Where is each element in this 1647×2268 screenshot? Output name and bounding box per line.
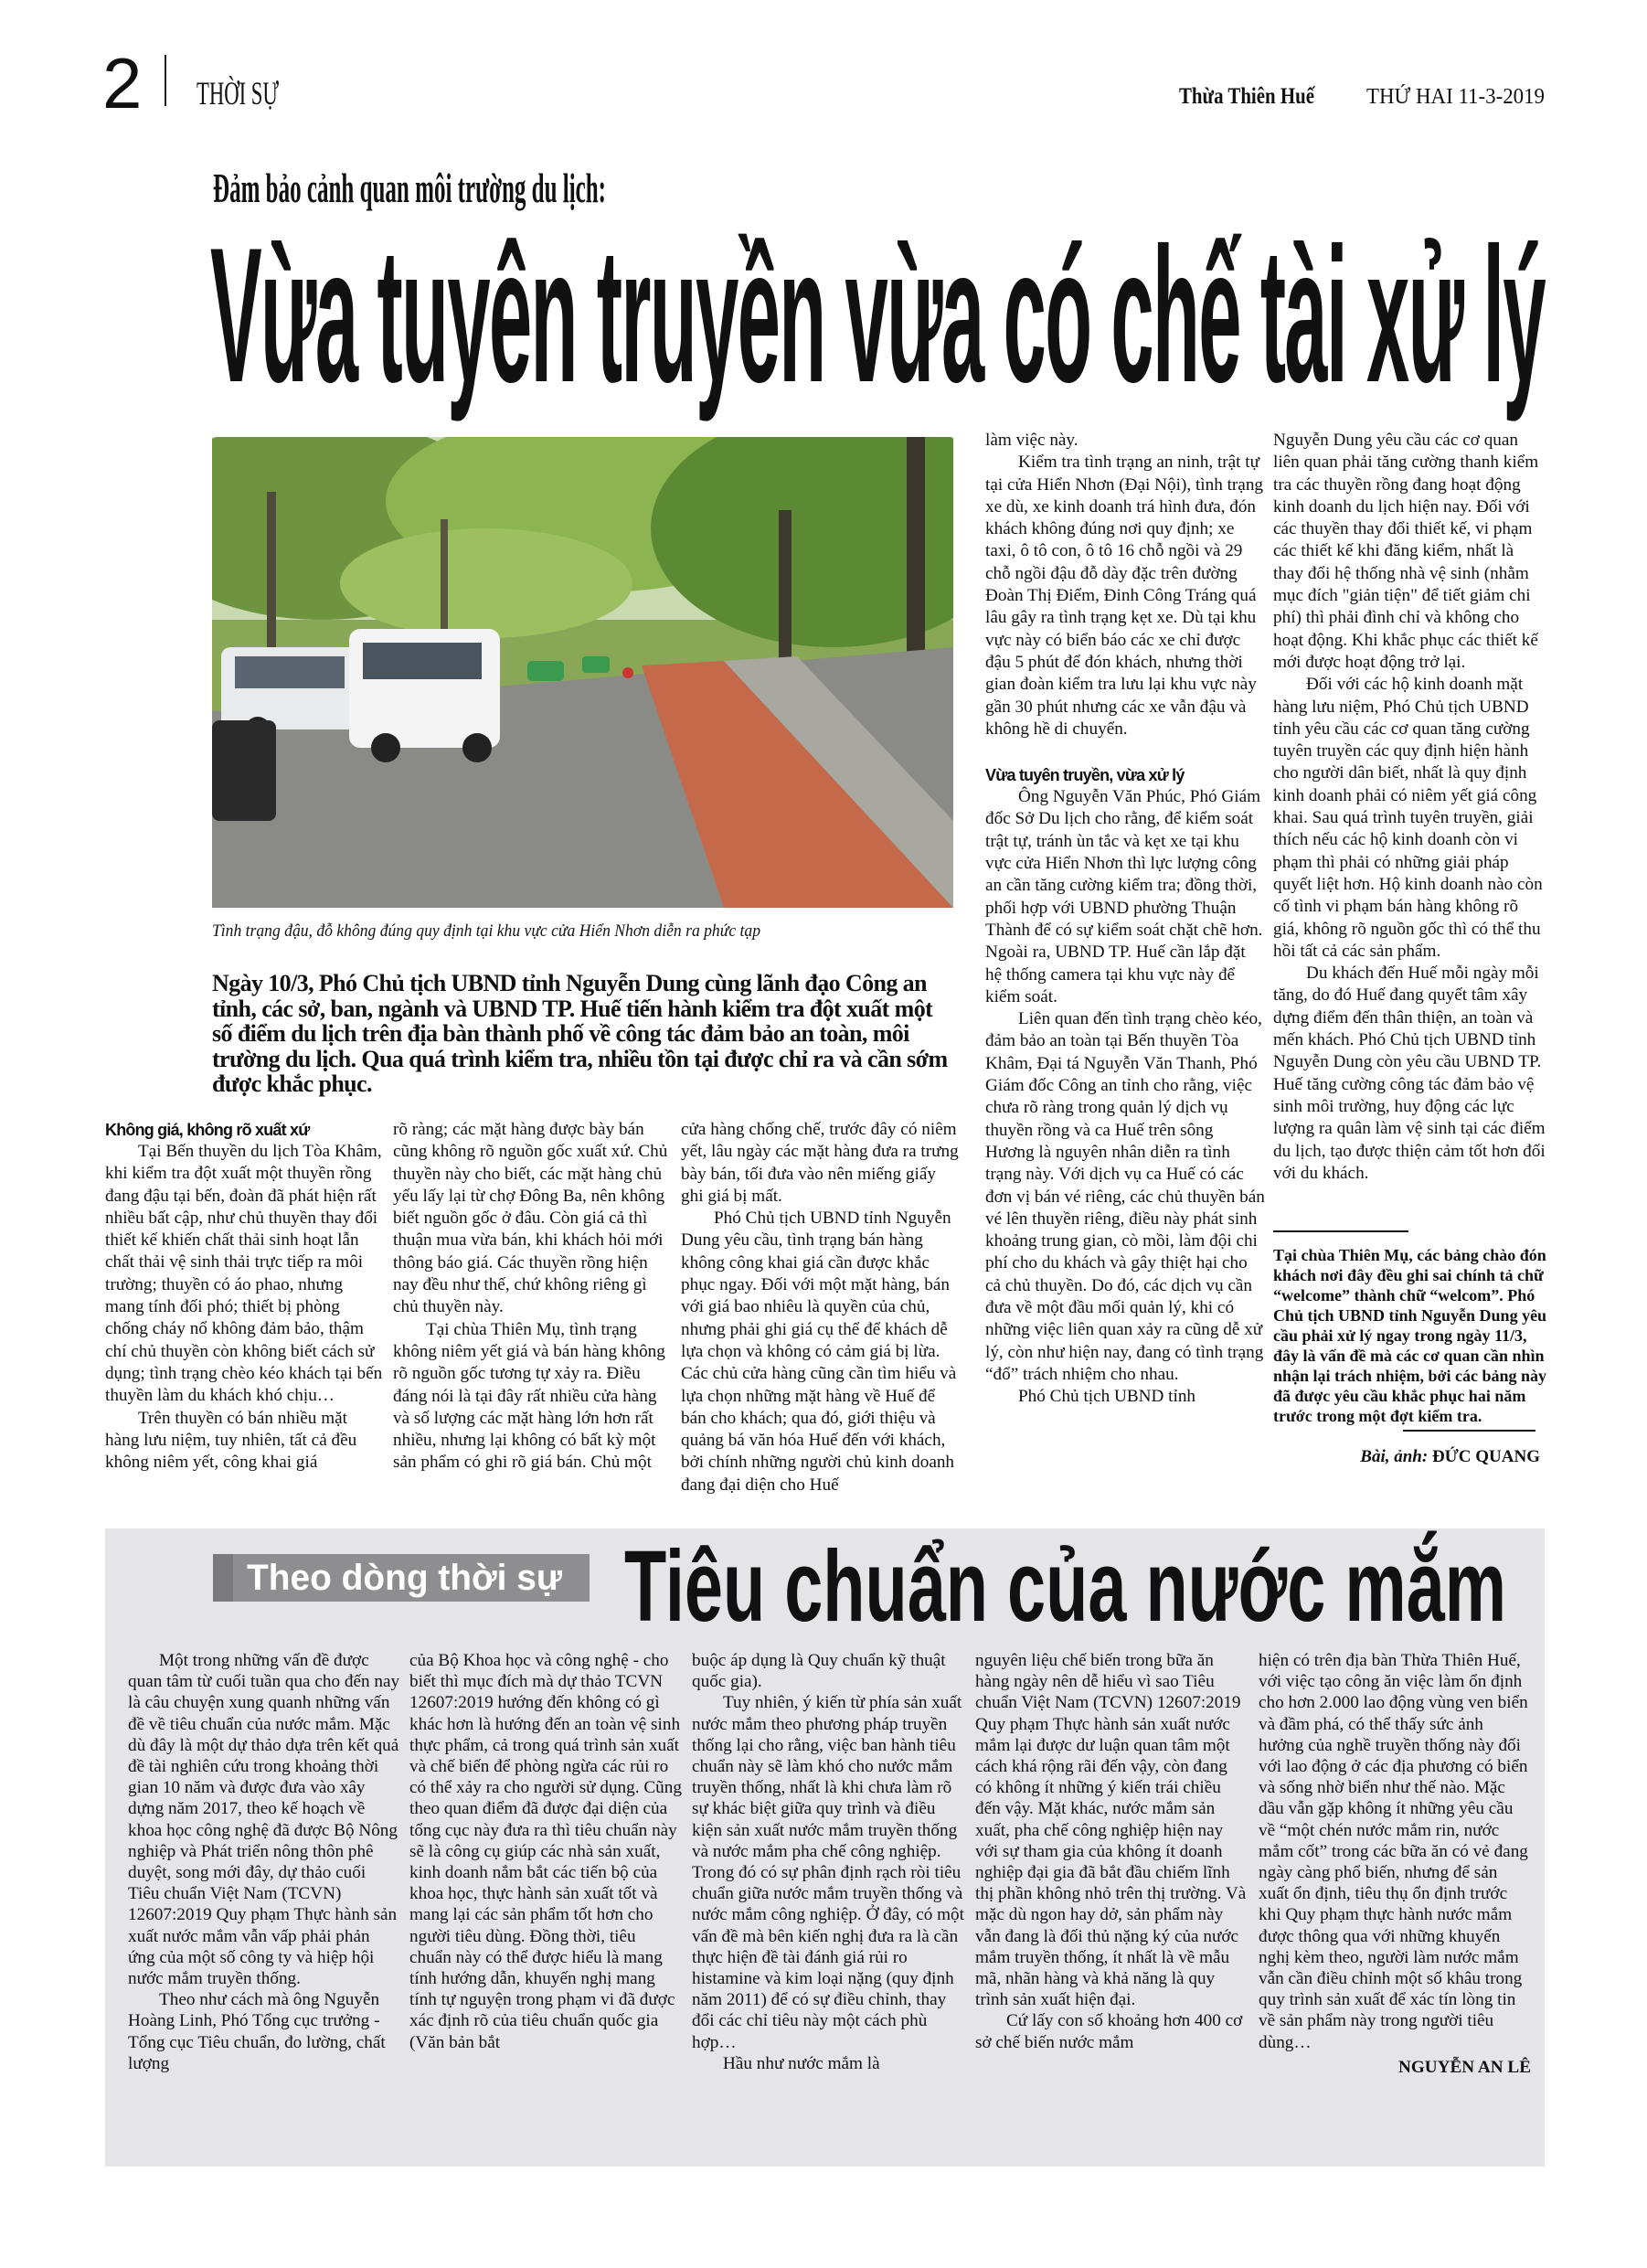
- paragraph: Du khách đến Huế mỗi ngày mỗi tăng, do đó Huế đang quyết tâm xây dựng điểm đến thân thiện, an toàn và mến khách. Phó Chủ tịch UBND tỉnh Nguyễn Dung còn yêu cầu UBND TP. Huế tăng cường công tác đảm bảo vệ sinh môi trường, huy động các lực lượng ra quân làm vệ sinh tại các điểm du lịch, tạo được thiện cảm tốt hơn đối với du khách.: [1273, 964, 1546, 1183]
- article2-author: NGUYỄN AN LÊ: [1398, 2057, 1531, 2077]
- paragraph: nguyên liệu chế biến trong bữa ăn hàng ngày nên dễ hiểu vì sao Tiêu chuẩn Việt Nam (TCVN) 12607:2019 Quy phạm Thực hành sản xuất nước mắm lại được dư luận quan tâm một cách khá rộng rãi đến vậy, còn đang có không ít những ý kiến trái chiều đến vậy. Mặt khác, nước mắm sản xuất, pha chế công nghiệp hiện nay với sự tham gia của không ít doanh nghiệp đại gia đã bắt đầu chiếm lĩnh thị phần không nhỏ trên thị trường. Và mặc dù ngon hay dở, sản phẩm này vẫn đang là đối thủ nặng ký của nước mắm truyền thống, ít nhất là về mẫu mã, nhãn hàng và khả năng là quy trình sản xuất hiện đại.: [975, 1651, 1247, 2010]
- byline-prefix: Bài, ảnh:: [1360, 1447, 1429, 1466]
- article2-headline: Tiêu chuẩn của nước mắm: [624, 1530, 1506, 1643]
- article2-column-2: [409, 1650, 682, 2053]
- paragraph: của Bộ Khoa học và công nghệ - cho biết thì mục đích mà dự thảo TCVN 12607:2019 hướng đến không có gì khác hơn là hướng đến an toàn vệ sinh thực phẩm, cả trong quá trình sản xuất và chế biến để phòng ngừa các rủi ro có thể xảy ra cho người sử dụng. Cũng theo quan điểm đã được đại diện của tổng cục này đưa ra thì tiêu chuẩn này sẽ là công cụ giúp các nhà sản xuất, kinh doanh nắm bắt các tiến bộ của khoa học, thực hành sản xuất tốt và mang lại các sản phẩm tốt hơn cho người tiêu dùng. Đồng thời, tiêu chuẩn này có thể được hiểu là mang tính hướng dẫn, khuyến nghị mang tính tự nguyện trong phạm vi đã được xác định rõ của tiêu chuẩn quốc gia (Văn bản bắt: [409, 1651, 682, 2052]
- article2-column-3: [692, 1650, 964, 2074]
- page-number: 2: [102, 43, 143, 123]
- paragraph: Phó Chủ tịch UBND tỉnh Nguyễn Dung yêu cầu, tình trạng bán hàng không công khai giá cần được khắc phục ngay. Đối với một mặt hàng, bán với giá bao nhiêu là quyền của chủ, nhưng phải ghi giá cụ thể để khách dễ lựa chọn và không có cảm giá bị lừa. Các chủ cửa hàng cũng cần tìm hiểu và lựa chọn những mặt hàng về Huế để bán cho khách; qua đó, giới thiệu và quảng bá văn hóa Huế đến với khách, bởi chính những người chủ kinh doanh đang đại diện cho Huế: [681, 1209, 957, 1495]
- article-column-2: [393, 1119, 673, 1475]
- article2-column-4: [975, 1650, 1248, 2053]
- section-label: Theo dòng thời sự: [247, 1558, 562, 1598]
- paragraph: Ông Nguyễn Văn Phúc, Phó Giám đốc Sở Du lịch cho rằng, để kiểm soát trật tự, tránh ùn tắc và kẹt xe tại khu vực cửa Hiển Nhơn thì lực lượng công an cần tăng cường kiểm tra; đồng thời, phối hợp với UBND phường Thuận Thành để có sự kiểm soát chặt chẽ hơn. Ngoài ra, UBND TP. Huế cần lắp đặt hệ thống camera tại khu vực này để kiểm soát.: [985, 787, 1263, 1006]
- street-scene-image: [212, 437, 953, 908]
- header-divider: [165, 55, 166, 106]
- byline-author: ĐỨC QUANG: [1431, 1447, 1540, 1466]
- issue-date: THỨ HAI 11-3-2019: [1366, 85, 1545, 109]
- note-text: Tại chùa Thiên Mụ, các bảng chào đón khách nơi đây đều ghi sai chính tả chữ “welcome” thành chữ “welcom”. Phó Chủ tịch UBND tỉnh Nguyễn Dung yêu cầu phải xử lý ngay trong ngày 11/3, đây là vấn đề mà các cơ quan cần nhìn nhận lại trách nhiệm, bởi các bảng này đã được yêu cầu khắc phục hai năm trước trong một đợt kiểm tra.: [1273, 1246, 1547, 1425]
- article-kicker: Đảm bảo cảnh quan môi trường du lịch:: [213, 165, 606, 211]
- paragraph: hiện có trên địa bàn Thừa Thiên Huế, với việc tạo công ăn việc làm ổn định cho hơn 2.000 lao động vùng ven biển và đầm phá, có thể thấy sức ảnh hưởng của nghề truyền thống này đối với lao động ở các địa phương có biển và sống nhờ biển như thế nào. Mặc dầu vẫn gặp không ít những yêu cầu về “một chén nước mắm rin, nước mắm cốt” trong các bữa ăn có vẻ đang ngày càng phổ biến, nhưng để sản xuất ổn định, tiêu thụ ổn định trước khi Quy phạm thực hành nước mắm được thông qua với những khuyến nghị kèm theo, người làm nước mắm vẫn cần điều chỉnh một số khâu trong quy trình sản xuất để xác tín lòng tin về sản phẩm này trong người tiêu dùng…: [1259, 1651, 1528, 2052]
- section-label-band: [213, 1554, 233, 1602]
- article-headline: Vừa tuyên truyền vừa có chế tài xử lý: [210, 208, 1545, 422]
- article-column-5: [1273, 430, 1547, 1185]
- paragraph: Nguyễn Dung yêu cầu các cơ quan liên quan phải tăng cường thanh kiểm tra các thuyền rồng đang hoạt động kinh doanh du lịch hiện nay. Đối với các thuyền thay đổi thiết kế, vi phạm các thiết kế khi đăng kiểm, nhất là thay đổi hệ thống nhà vệ sinh (nhằm mục đích "giản tiện" để tiết giảm chi phí) thì phải đình chỉ và không cho hoạt động. Khi khắc phục các thiết kế mới được hoạt động trở lại.: [1273, 431, 1539, 672]
- byline: [1353, 1446, 1540, 1468]
- paragraph: Tại Bến thuyền du lịch Tòa Khâm, khi kiểm tra đột xuất một thuyền rồng đang đậu tại bến, đoàn đã phát hiện rất nhiều bất cập, như chủ thuyền thay đổi thiết kế khiến chất thải sinh hoạt lẫn chất thải vệ sinh thải trực tiếp ra môi trường; thuyền có áo phao, nhưng mang tính đối phó; thiết bị phòng chống cháy nổ không đảm bảo, thậm chí chủ thuyền còn không biết cách sử dụng; tình trạng chèo kéo khách tại bến thuyền làm du khách khó chịu…: [105, 1142, 383, 1406]
- paragraph: Kiểm tra tình trạng an ninh, trật tự tại cửa Hiển Nhơn (Đại Nội), tình trạng xe dù, xe kinh doanh trá hình đưa, đón khách không đúng nơi quy định; xe taxi, ô tô con, ô tô 16 chỗ ngồi và 29 chỗ ngồi đậu đỗ dày đặc trên đường Đoàn Thị Điểm, Đinh Công Tráng quá lâu gây ra tình trạng kẹt xe. Dù tại khu vực này có biển báo các xe chỉ được đậu 5 phút để đón khách, nhưng thời gian đoàn kiểm tra lưu lại khu vực này gần 30 phút nhưng các xe vẫn đậu và không hề di chuyển.: [985, 453, 1264, 739]
- subheading: Vừa tuyên truyền, vừa xử lý: [985, 766, 1185, 785]
- paragraph: rõ ràng; các mặt hàng được bày bán cũng không rõ nguồn gốc xuất xứ. Chủ thuyền này cho biết, các mặt hàng chủ yếu lấy lại từ chợ Đông Ba, nên không biết nguồn gốc ở đâu. Còn giá cả thì thuận mua vừa bán, khi khách hỏi mới thông báo giá. Các thuyền rồng hiện nay đều như thế, chứ không riêng gì chủ thuyền này.: [393, 1120, 668, 1317]
- article-lead: Ngày 10/3, Phó Chủ tịch UBND tỉnh Nguyễn Dung cùng lãnh đạo Công an tỉnh, các sở, ban, ngành và UBND TP. Huế tiến hành kiểm tra đột xuất một số điểm du lịch trên địa bàn thành phố về công tác đảm bảo an toàn, môi trường du lịch. Qua quá trình kiểm tra, nhiều tồn tại được chỉ ra và cần sớm được khắc phục.: [212, 970, 948, 1097]
- paragraph: buộc áp dụng là Quy chuẩn kỹ thuật quốc gia).: [692, 1651, 946, 1692]
- paragraph: Theo như cách mà ông Nguyễn Hoàng Linh, Phó Tổng cục trưởng - Tổng cục Tiêu chuẩn, đo lường, chất lượng: [128, 1990, 386, 2073]
- paragraph: Liên quan đến tình trạng chèo kéo, đảm bảo an toàn tại Bến thuyền Tòa Khâm, Đại tá Nguyễn Văn Thanh, Phó Giám đốc Công an tỉnh cho rằng, việc chưa rõ ràng trong quản lý dịch vụ thuyền rồng và ca Huế trên sông Hương là nguyên nhân diễn ra tình trạng này. Với dịch vụ ca Huế có các đơn vị bán vé riêng, các chủ thuyền bán vé lên thuyền riêng, điều này phát sinh khoảng trung gian, cò mồi, làm đội chi phí cho du khách và gây thiệt hại cho cả chủ thuyền. Do đó, các dịch vụ cần đưa về một đầu mối quản lý, khi có những việc liên quan xảy ra cũng dễ xử lý, còn như hiện nay, đang có tình trạng “đổ” trách nhiệm cho nhau.: [985, 1009, 1265, 1384]
- paragraph: Tại chùa Thiên Mụ, tình trạng không niêm yết giá và bán hàng không rõ nguồn gốc tương tự xảy ra. Điều đáng nói là tại đây rất nhiều cửa hàng và số lượng các mặt hàng lớn hơn rất nhiều, nhưng lại không có bất kỳ một sản phẩm có ghi rõ giá bán. Chủ một: [393, 1319, 665, 1473]
- article2-column-5: [1259, 1650, 1531, 2078]
- paragraph: Một trong những vấn đề được quan tâm từ cuối tuần qua cho đến nay là câu chuyện xung quanh những vấn đề về tiêu chuẩn của nước mắm. Mặc dù đây là một dự thảo dựa trên kết quả đề tài nghiên cứu trong khoảng thời gian 10 năm và được đưa vào xây dựng năm 2017, theo kế hoạch về khoa học công nghệ đã được Bộ Nông nghiệp và Phát triển nông thôn phê duyệt, song mới đây, dự thảo cuối Tiêu chuẩn Việt Nam (TCVN) 12607:2019 Quy phạm Thực hành sản xuất nước mắm vẫn vấp phải phản ứng của một số công ty và hiệp hội nước mắm truyền thống.: [128, 1651, 400, 1989]
- divider: [1403, 1430, 1535, 1432]
- paragraph: Trên thuyền có bán nhiều mặt hàng lưu niệm, tuy nhiên, tất cả đều không niêm yết, công khai giá: [105, 1408, 357, 1473]
- article-column-1: [105, 1119, 385, 1474]
- paragraph: Tuy nhiên, ý kiến từ phía sản xuất nước mắm theo phương pháp truyền thống lại cho rằng, việc ban hành tiêu chuẩn này sẽ làm khó cho nước mắm truyền thống, nhất là khi chưa làm rõ sự khác biệt giữa quy trình và điều kiện sản xuất nước mắm truyền thống và nước mắm pha chế công nghiệp. Trong đó có sự phân định rạch ròi tiêu chuẩn giữa nước mắm truyền thống và nước mắm công nghiệp. Ở đây, có một vấn đề mà bên kiến nghị đưa ra là cần thực hiện đề tài đánh giá rủi ro histamine và kim loại nặng (quy định năm 2011) để có sự điều chỉnh, thay đổi các chỉ tiêu này một cách phù hợp…: [692, 1693, 964, 2052]
- paragraph: làm việc này.: [985, 431, 1079, 450]
- article-photo: [212, 437, 953, 908]
- paragraph: Đối với các hộ kinh doanh mặt hàng lưu niệm, Phó Chủ tịch UBND tỉnh yêu cầu các cơ quan tăng cường tuyên truyền các quy định hiện hành cho người dân biết, nhất là quy định kinh doanh phải có niêm yết giá công khai. Sau quá trình tuyên truyền, giải thích nếu các hộ kinh doanh còn vi phạm thì phải có những giải pháp quyết liệt hơn. Hộ kinh doanh nào còn cố tình vi phạm bán hàng không rõ giá, không rõ nguồn gốc thì có thể thu hồi tất cả các sản phẩm.: [1273, 675, 1543, 961]
- subheading: Không giá, không rõ xuất xứ: [105, 1121, 310, 1139]
- paragraph: Cứ lấy con số khoảng hơn 400 cơ sở chế biến nước mắm: [975, 2011, 1243, 2052]
- article-column-3: [681, 1119, 961, 1496]
- newspaper-name: Thừa Thiên Huế: [1179, 84, 1314, 109]
- photo-caption: Tình trạng đậu, đỗ không đúng quy định tại khu vực cửa Hiển Nhơn diễn ra phức tạp: [212, 921, 760, 941]
- article-column-4: [985, 430, 1265, 1408]
- section-title: THỜI SỰ: [197, 75, 279, 112]
- paragraph: cửa hàng chống chế, trước đây có niêm yết, lâu ngày các mặt hàng đưa ra trưng bày bán, tối đưa vào nên miếng giấy ghi giá bị mất.: [681, 1120, 959, 1206]
- paragraph: Phó Chủ tịch UBND tỉnh: [1018, 1387, 1196, 1407]
- paragraph: Hầu như nước mắm là: [723, 2053, 880, 2073]
- divider: [1273, 1230, 1408, 1232]
- article2-column-1: [128, 1650, 400, 2074]
- highlight-note: [1273, 1245, 1547, 1426]
